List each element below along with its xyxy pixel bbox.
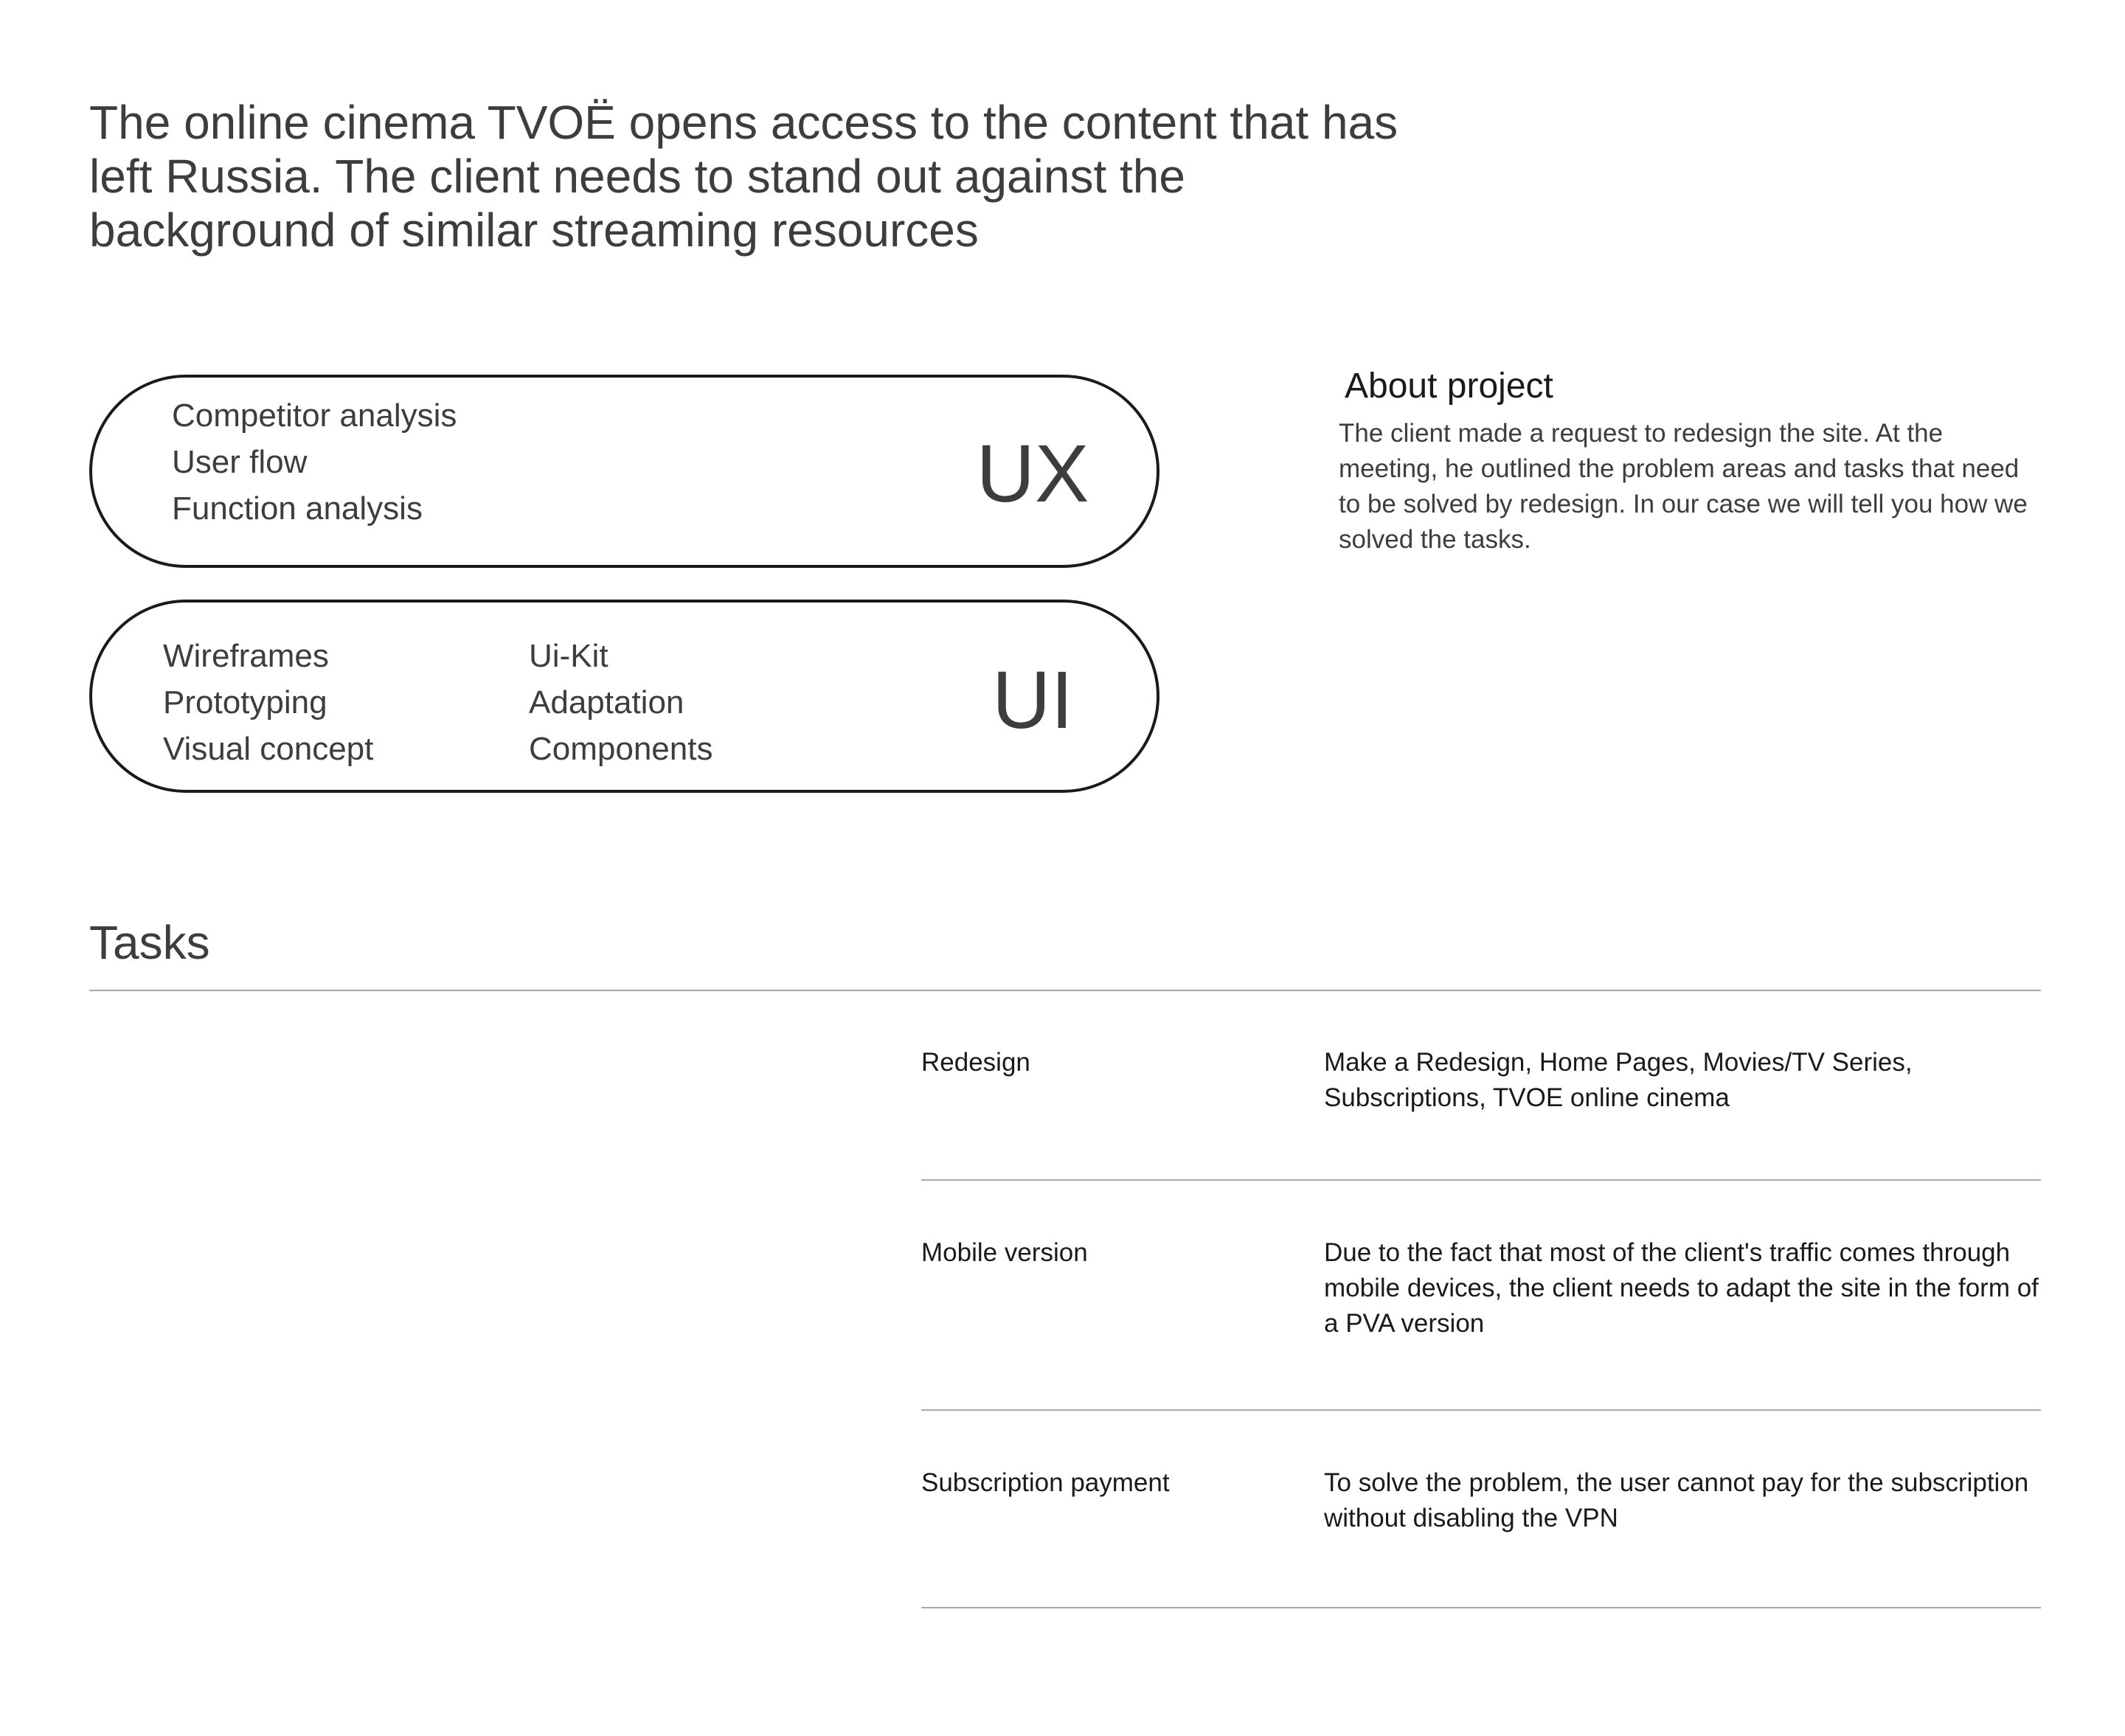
tasks-table <box>921 990 2041 1608</box>
ui-service-item: Components <box>529 731 713 767</box>
task-row <box>921 1411 2041 1608</box>
tasks-title: Tasks <box>89 916 210 969</box>
task-row <box>921 990 2041 1181</box>
task-description: To solve the problem, the user cannot pay for the subscription without disabling the VPN <box>1324 1468 2029 1532</box>
task-name: Subscription payment <box>921 1468 1170 1497</box>
about-project-title: About project <box>1345 367 1553 406</box>
task-name: Mobile version <box>921 1238 1088 1267</box>
ui-services-list-right <box>529 633 713 772</box>
task-description: Make a Redesign, Home Pages, Movies/TV Series, Subscriptions, TVOE online cinema <box>1324 1048 1913 1112</box>
ux-service-item: User flow <box>172 444 308 480</box>
ui-service-item: Visual concept <box>163 731 374 767</box>
task-row <box>921 1181 2041 1411</box>
ui-services-list-left <box>163 633 373 772</box>
page-headline: The online cinema TVOЁ opens access to the content that has left Russia. The client needs to stand out against the background of similar streaming resources <box>89 96 1398 257</box>
ui-services-card <box>89 600 1159 793</box>
ux-service-item: Function analysis <box>172 490 423 527</box>
ux-service-item: Competitor analysis <box>172 397 457 434</box>
task-description: Due to the fact that most of the client's traffic comes through mobile devices, the client needs to adapt the site in the form of a PVA version <box>1324 1238 2039 1338</box>
about-project-body: The client made a request to redesign the site. At the meeting, he outlined the problem areas and tasks that need to be solved by redesign. In our case we will tell you how we solved the tasks. <box>1339 419 2028 554</box>
ui-service-item: Prototyping <box>163 684 327 721</box>
ui-service-item: Wireframes <box>163 638 329 674</box>
ui-service-item: Ui-Kit <box>529 638 609 674</box>
task-name: Redesign <box>921 1048 1030 1077</box>
ui-label: UI <box>992 655 1073 746</box>
ux-label: UX <box>976 428 1089 519</box>
ui-service-item: Adaptation <box>529 684 684 721</box>
ux-services-card <box>89 375 1159 568</box>
ux-services-list <box>172 392 457 532</box>
